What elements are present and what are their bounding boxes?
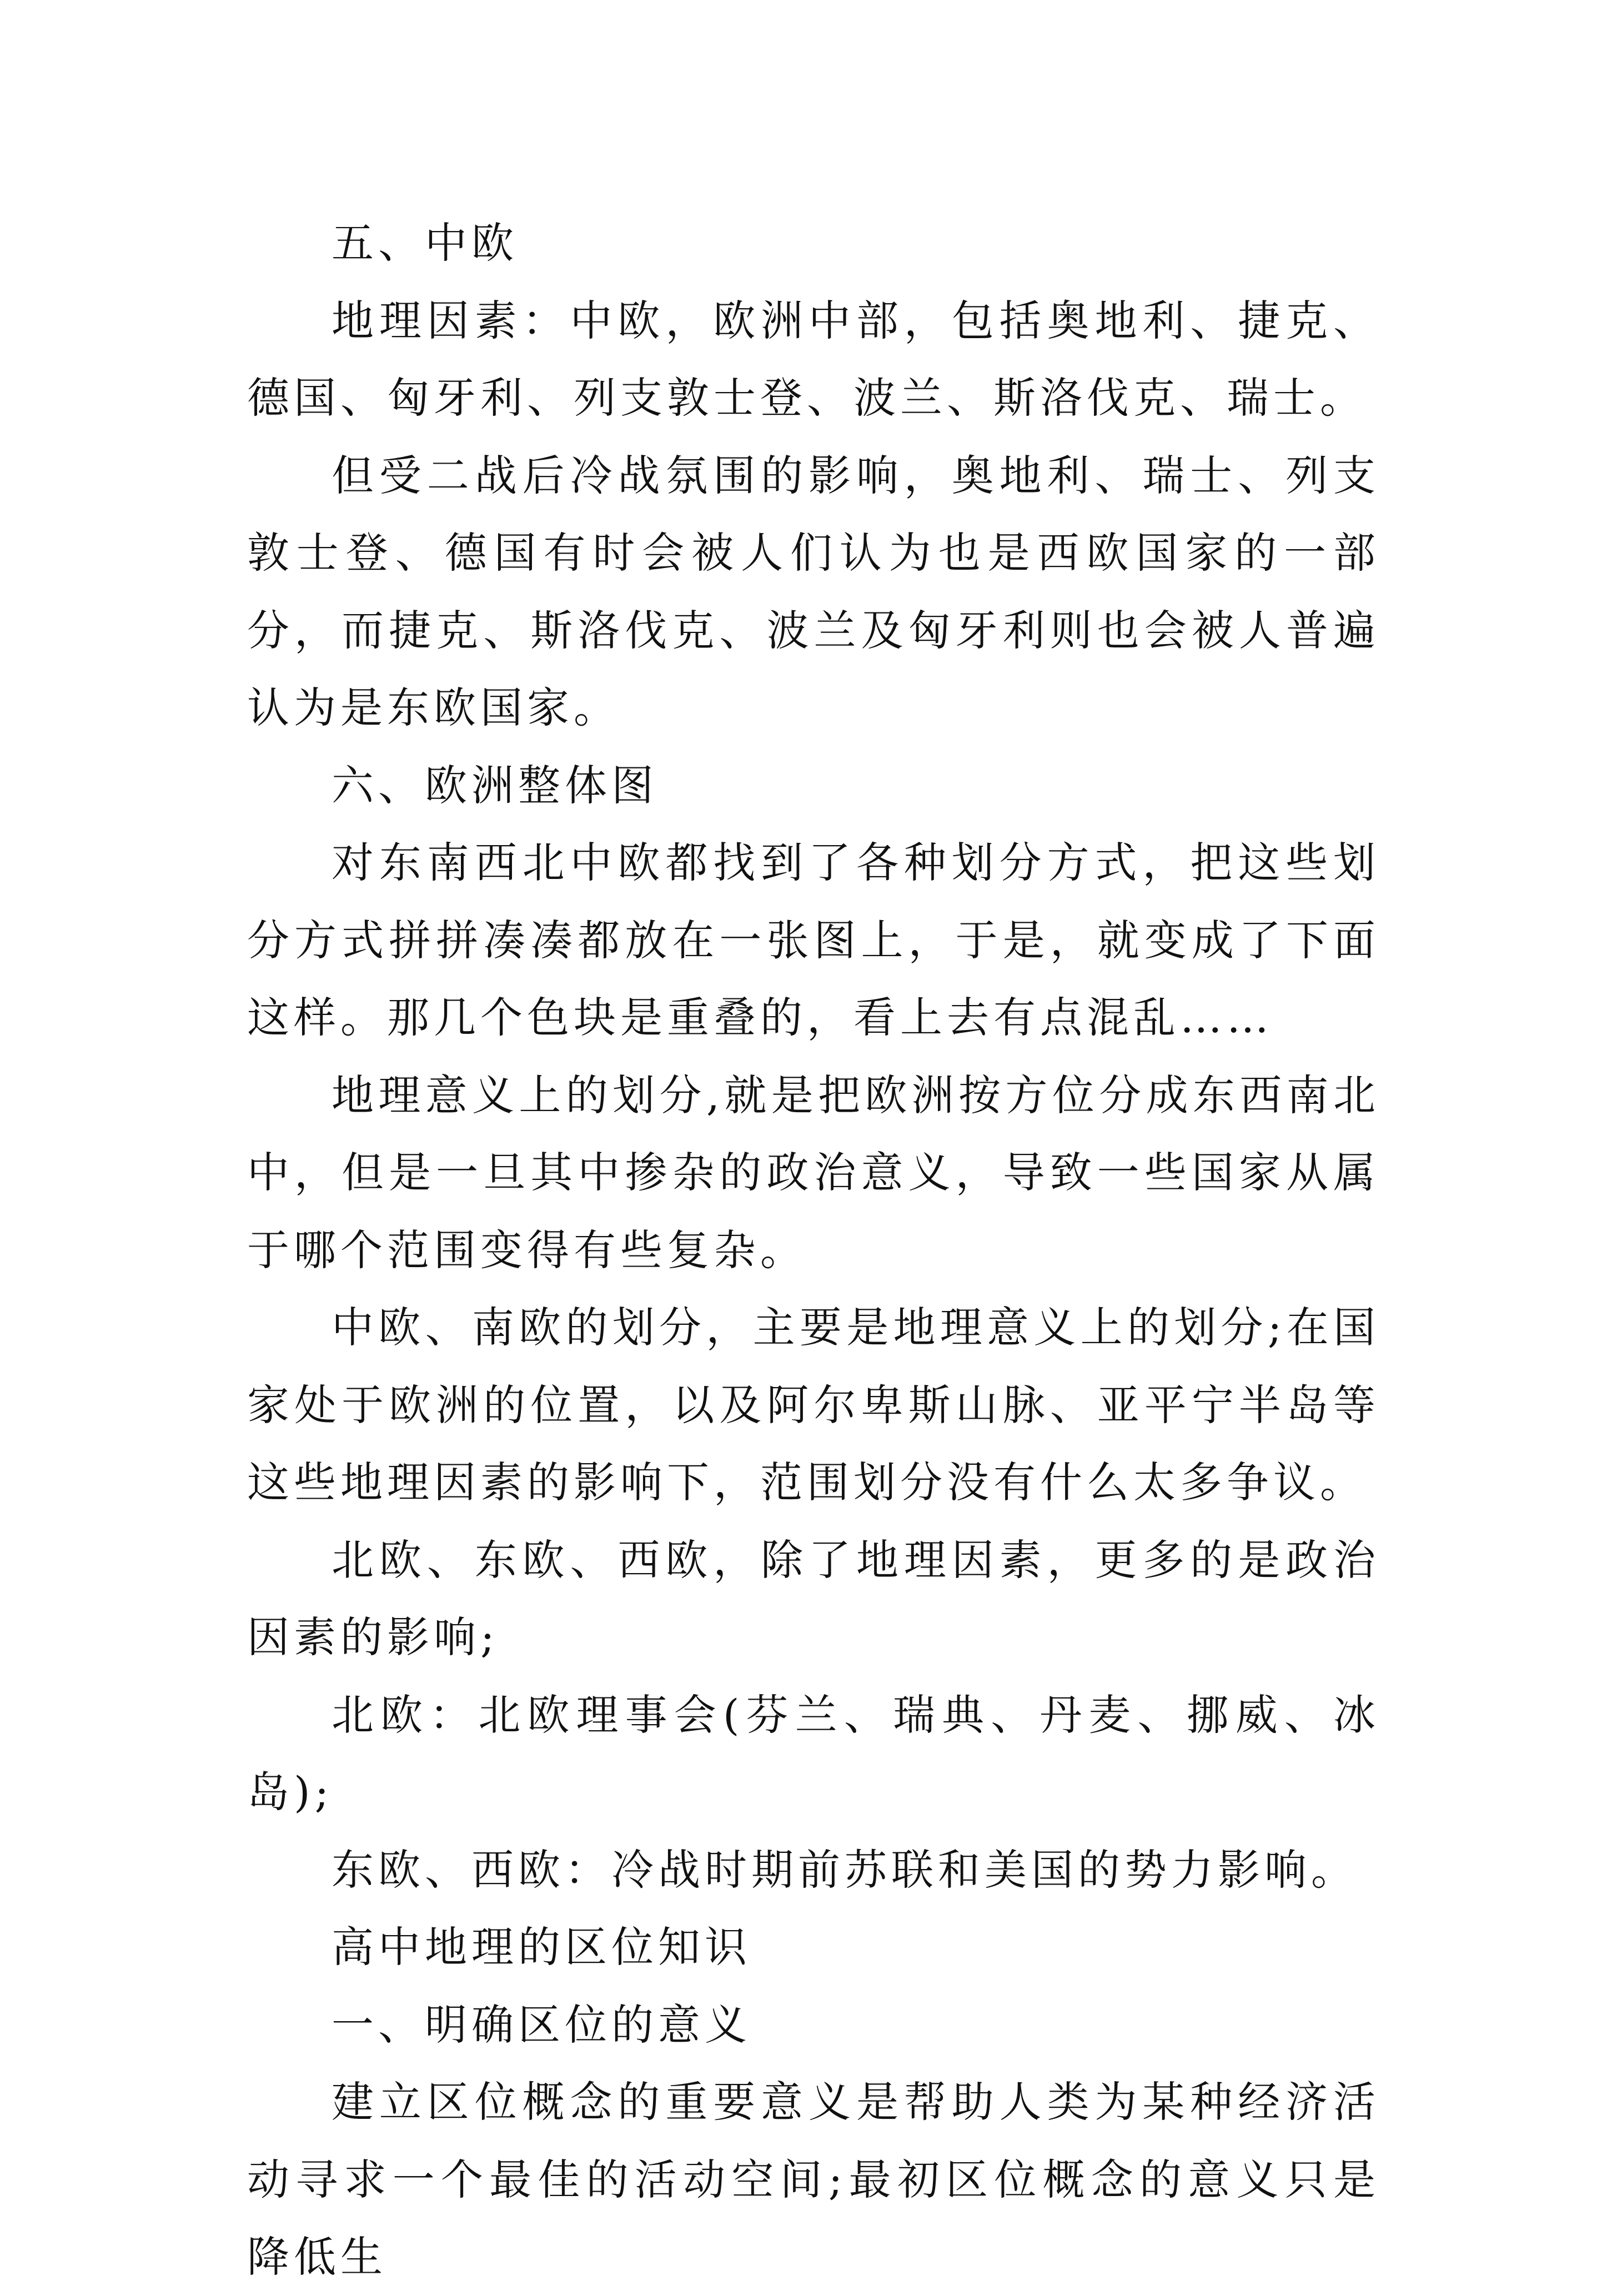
paragraph: 北欧：北欧理事会(芬兰、瑞典、丹麦、挪威、冰岛); xyxy=(247,1690,1380,1817)
section-heading-europe-overview: 六、欧洲整体图 xyxy=(332,760,658,810)
paragraph: 东欧、西欧：冷战时期前苏联和美国的势力影响。 xyxy=(332,1845,1358,1895)
section-heading-location-knowledge: 高中地理的区位知识 xyxy=(332,1922,751,1972)
paragraph: 但受二战后冷战氛围的影响，奥地利、瑞士、列支敦士登、德国有时会被人们认为也是西欧国家的一部分，而捷克、斯洛伐克、波兰及匈牙利则也会被人普遍认为是东欧国家。 xyxy=(247,450,1380,732)
paragraph: 地理因素：中欧，欧洲中部，包括奥地利、捷克、德国、匈牙利、列支敦士登、波兰、斯洛伐克、瑞士。 xyxy=(247,295,1380,423)
paragraph: 北欧、东欧、西欧，除了地理因素，更多的是政治因素的影响; xyxy=(247,1535,1380,1662)
paragraph: 对东南西北中欧都找到了各种划分方式，把这些划分方式拼拼凑凑都放在一张图上，于是，就变成了下面这样。那几个色块是重叠的，看上去有点混乱…… xyxy=(247,838,1380,1042)
paragraph: 中欧、南欧的划分，主要是地理意义上的划分;在国家处于欧洲的位置，以及阿尔卑斯山脉、亚平宁半岛等这些地理因素的影响下，范围划分没有什么太多争议。 xyxy=(247,1303,1380,1507)
paragraph: 地理意义上的划分,就是把欧洲按方位分成东西南北中，但是一旦其中掺杂的政治意义，导致一些国家从属于哪个范围变得有些复杂。 xyxy=(247,1070,1380,1275)
document-body xyxy=(247,204,1380,2296)
section-heading-central-europe: 五、中欧 xyxy=(332,218,518,268)
paragraph: 建立区位概念的重要意义是帮助人类为某种经济活动寻求一个最佳的活动空间;最初区位概念的意义只是降低生 xyxy=(247,2077,1380,2282)
section-heading-location-meaning: 一、明确区位的意义 xyxy=(332,1999,751,2049)
